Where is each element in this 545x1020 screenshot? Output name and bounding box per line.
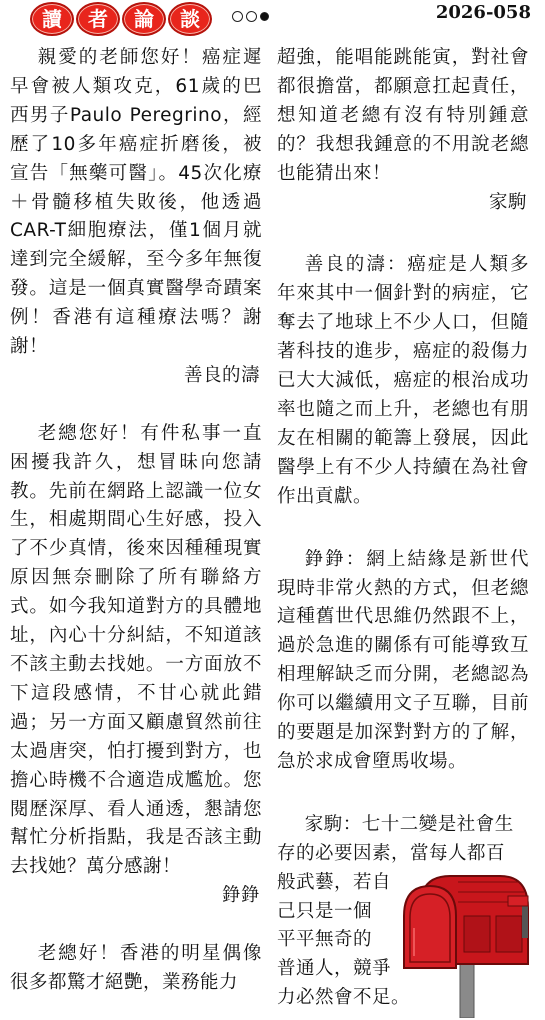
letter-relationship: 老總您好！有件私事一直困擾我許久，想冒昧向您請教。先前在網路上認識一位女生，相處期間心生好感，投入了不少真情，後來因種種現實原因無奈刪除了所有聯絡方式。如今我知道對方的具體地址，內心十分糾結，不知道該不該主動去找她。一方面放不下這段感情，不甘心就此錯過；另一方面又顧慮貿然前往太過唐突，怕打擾到對方，也擔心時機不合適造成尷尬。您閱歷深厚、看人通透，懇請您幫忙分析指點，我是否該主動去找她？萬分感謝！ — [10, 422, 262, 878]
circle-outline-icon — [246, 11, 257, 22]
circle-outline-icon — [232, 11, 243, 22]
title-char-1: 讀 — [30, 2, 74, 36]
letter-cancer: 親愛的老師您好！癌症遲早會被人類攻克，61歲的巴西男子Paulo Peregrino，經歷了10多年癌症折磨後，被宣告「無藥可醫」。45次化療＋骨髓移植失敗後，他透過CAR-T細胞療法，僅1個月就達到完全緩解，至今多年無復發。這是一個真實醫學奇蹟案例！香港有這種療法嗎？謝謝！ — [10, 47, 262, 358]
title-char-4: 談 — [168, 2, 212, 36]
reply-line: 家駒：七十二變是社會生 — [304, 813, 514, 835]
title-char-2: 者 — [76, 2, 120, 36]
reply-line: 普通人，競爭 — [277, 958, 392, 980]
letter-idols: 老總好！香港的明星偶像很多都驚才絕艷，業務能力 — [10, 943, 262, 993]
letter-idols-continued: 超強，能唱能跳能寅，對社會都很擔當，都願意扛起責任，想知道老總有沒有特別鍾意的？我想我鍾意的不用說老總也能猜出來！ — [277, 47, 529, 184]
reply-line: 存的必要因素，當每人都百 — [277, 842, 506, 864]
decorative-dots — [232, 11, 269, 22]
reply-line: 力必然會不足。 — [277, 987, 411, 1009]
letter-signature: 家駒 — [488, 191, 527, 213]
mailbox-illustration — [400, 868, 532, 1018]
left-column — [10, 44, 262, 998]
page-header — [0, 0, 545, 34]
column-title — [30, 2, 212, 36]
circle-filled-icon — [260, 12, 269, 21]
title-char-3: 論 — [122, 2, 166, 36]
letter-signature: 錚錚 — [221, 885, 260, 907]
letter-signature: 善良的濤 — [183, 364, 260, 386]
reply-line: 平平無奇的 — [277, 929, 373, 951]
reply-line: 般武藝，若自 — [277, 871, 392, 893]
issue-number: 2026-058 — [435, 2, 531, 23]
reply-cancer: 善良的濤：癌症是人類多年來其中一個針對的病症，它奪去了地球上不少人口，但隨著科技的進步，癌症的殺傷力已大大減低，癌症的根治成功率也隨之而上升，老總也有朋友在相關的範籌上發展，因此醫學上有不少人持續在為社會作出貢獻。 — [277, 254, 529, 507]
reply-line: 己只是一個 — [277, 900, 373, 922]
reply-relationship: 錚錚：網上結緣是新世代現時非常火熱的方式，但老總這種舊世代思維仍然跟不上，過於急進的關係有可能導致互相理解缺乏而分開，老總認為你可以繼續用文子互聯，目前的要題是加深對對方的了解，急於求成會墮馬收場。 — [277, 548, 529, 772]
